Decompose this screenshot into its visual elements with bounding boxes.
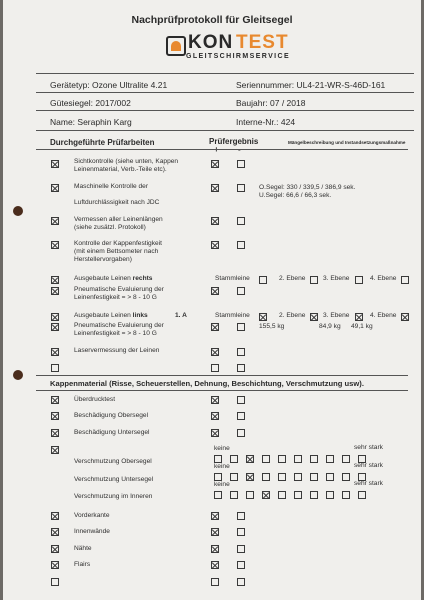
field-guetesiegel: Gütesiegel: 2017/002 (50, 98, 131, 108)
checkbox-vorderkante[interactable] (51, 512, 59, 520)
divider (36, 92, 414, 93)
scale-sehr-stark-label: sehr stark (354, 480, 383, 487)
field-baujahr: Baujahr: 07 / 2018 (236, 98, 306, 108)
checkbox-rechts-ebene2[interactable] (310, 276, 318, 284)
checkbox-rechts-ebene4[interactable] (401, 276, 409, 284)
checkbox-flairs-plus[interactable] (211, 561, 219, 569)
checkbox-obersegel-minus[interactable] (237, 412, 245, 420)
checkbox-naehte-minus[interactable] (237, 545, 245, 553)
checkbox-vorderkante-plus[interactable] (211, 512, 219, 520)
logo-text-kon: KON (188, 32, 234, 53)
label-pneumatisch-rechts-2: Leinenfestigkeit = > 8 - 10 G (74, 294, 157, 301)
checkbox-innenwaende[interactable] (51, 528, 59, 536)
checkbox-rechts-ebene3[interactable] (355, 276, 363, 284)
scale-box[interactable] (214, 473, 222, 481)
label-pneumatisch-links-1: Pneumatische Evaluierung der (74, 322, 164, 329)
section-heading-pruefergebnis: Prüfergebnis (209, 137, 259, 146)
scale-box[interactable] (342, 473, 350, 481)
label-sichtkontrolle-2: Leinenmaterial, Verb.-Teile etc). (74, 166, 167, 173)
checkbox-verschmutzung[interactable] (51, 446, 59, 454)
checkbox-ueberdrucktest[interactable] (51, 396, 59, 404)
scale-sehr-stark-label: sehr stark (354, 462, 383, 469)
label-maschinelle-kontrolle-2: Luftdurchlässigkeit nach JDC (74, 199, 160, 206)
scale-box[interactable] (262, 473, 270, 481)
checkbox-leinen-links[interactable] (51, 313, 59, 321)
kontest-logo (166, 34, 306, 64)
checkbox-empty-row-plus[interactable] (211, 364, 219, 372)
logo-text-test: TEST (236, 32, 289, 53)
checkbox-maschinelle-minus[interactable] (237, 184, 245, 192)
label-kappenfestigkeit-2: (mit einem Bettsometer nach (74, 248, 159, 255)
scale-box[interactable] (262, 491, 270, 499)
checkbox-pneumatisch-rechts-plus[interactable] (211, 287, 219, 295)
scale-box[interactable] (358, 491, 366, 499)
scale-keine-label: keine (214, 481, 230, 488)
scale-box[interactable] (342, 455, 350, 463)
label-ueberdrucktest: Überdrucktest (74, 396, 116, 403)
checkbox-vorderkante-minus[interactable] (237, 512, 245, 520)
scale-box[interactable] (326, 473, 334, 481)
scale-box[interactable] (310, 473, 318, 481)
label-vorderkante: Vorderkante (74, 512, 110, 519)
label-leinen-rechts: Ausgebaute Leinen rechts (74, 275, 153, 282)
field-geraetetyp: Gerätetyp: Ozone Ultralite 4.21 (50, 80, 168, 90)
scale-box[interactable] (214, 491, 222, 499)
checkbox-empty-row-2-plus[interactable] (211, 578, 219, 586)
section-heading-kappenmaterial: Kappenmaterial (Risse, Scheuerstellen, Dehnung, Beschichtung, Verschmutzung usw). (50, 379, 364, 388)
label-ebene4: 4. Ebene (370, 275, 397, 282)
scale-box[interactable] (326, 455, 334, 463)
label-leinen-links: Ausgebaute Leinen links (74, 312, 148, 319)
section-heading-maengel: Mängelbeschreibung und Instandsetzungsmaßnahme (288, 140, 406, 145)
checkbox-laservermessung-minus[interactable] (237, 348, 245, 356)
checkbox-kappenfestigkeit[interactable] (51, 241, 59, 249)
checkbox-innenwaende-plus[interactable] (211, 528, 219, 536)
checkbox-pneumatisch-links[interactable] (51, 323, 59, 331)
scale-box[interactable] (278, 491, 286, 499)
note-untersegel: U.Segel: 66,6 / 66,3 sek. (259, 192, 332, 199)
label-verschmutzung-untersegel: Verschmutzung Untersegel (74, 476, 154, 483)
checkbox-pneumatisch-links-minus[interactable] (237, 323, 245, 331)
label-obersegel: Beschädigung Obersegel (74, 412, 149, 419)
punch-hole (13, 370, 23, 380)
scale-keine-label: keine (214, 445, 230, 452)
checkbox-maschinelle-plus[interactable] (211, 184, 219, 192)
scale-box[interactable] (294, 473, 302, 481)
label-sichtkontrolle-1: Sichtkontrolle (siehe unten, Kappen (74, 158, 179, 165)
checkbox-ueberdrucktest-minus[interactable] (237, 396, 245, 404)
checkbox-links-ebene3[interactable] (355, 313, 363, 321)
checkbox-empty-row-minus[interactable] (237, 364, 245, 372)
label-verschmutzung-obersegel: Verschmutzung Obersegel (74, 458, 152, 465)
checkbox-links-stammleine[interactable] (259, 313, 267, 321)
checkbox-naehte[interactable] (51, 545, 59, 553)
label-untersegel: Beschädigung Untersegel (74, 429, 150, 436)
checkbox-pneumatisch-rechts[interactable] (51, 287, 59, 295)
checkbox-innenwaende-minus[interactable] (237, 528, 245, 536)
checkbox-maschinelle-kontrolle[interactable] (51, 184, 59, 192)
label-innenwaende: Innenwände (74, 528, 110, 535)
checkbox-links-ebene2[interactable] (310, 313, 318, 321)
scale-sehr-stark-label: sehr stark (354, 444, 383, 451)
value-stammleine-kg: 155,5 kg (259, 323, 285, 330)
field-name: Name: Seraphin Karg (50, 117, 132, 127)
label-kappenfestigkeit-3: Herstellervorgaben) (74, 256, 132, 263)
label-kappenfestigkeit-1: Kontrolle der Kappenfestigkeit (74, 240, 162, 247)
scale-box[interactable] (294, 455, 302, 463)
scale-box[interactable] (278, 473, 286, 481)
label-stammleine: Stammleine (215, 312, 250, 319)
section-heading-pruefarbeiten: Durchgeführte Prüfarbeiten (50, 138, 155, 147)
checkbox-flairs[interactable] (51, 561, 59, 569)
scale-box[interactable] (214, 455, 222, 463)
divider (36, 73, 414, 74)
checkbox-leinen-rechts[interactable] (51, 276, 59, 284)
checkbox-naehte-plus[interactable] (211, 545, 219, 553)
checkbox-empty-row-2-minus[interactable] (237, 578, 245, 586)
divider (36, 130, 414, 131)
checkbox-empty-row-2[interactable] (51, 578, 59, 586)
scale-box[interactable] (294, 491, 302, 499)
checkbox-vermessen[interactable] (51, 217, 59, 225)
value-ebene3-kg: 49,1 kg (351, 323, 373, 330)
label-pneumatisch-rechts-1: Pneumatische Evaluierung der (74, 286, 164, 293)
label-naehte: Nähte (74, 545, 92, 552)
label-ebene3: 3. Ebene (323, 312, 350, 319)
scale-box[interactable] (230, 455, 238, 463)
checkbox-pneumatisch-links-plus[interactable] (211, 323, 219, 331)
label-flairs: Flairs (74, 561, 91, 568)
checkbox-sichtkontrolle-minus[interactable] (237, 160, 245, 168)
divider (36, 149, 408, 150)
checkbox-vermessen-minus[interactable] (237, 217, 245, 225)
label-verschmutzung-innen: Verschmutzung im Inneren (74, 493, 153, 500)
scale-box[interactable] (262, 455, 270, 463)
checkbox-sichtkontrolle[interactable] (51, 160, 59, 168)
label-pneumatisch-links-2: Leinenfestigkeit = > 8 - 10 G (74, 330, 157, 337)
label-laservermessung: Laservermessung der Leinen (74, 347, 160, 354)
checkbox-vermessen-plus[interactable] (211, 217, 219, 225)
label-ebene2: 2. Ebene (279, 275, 306, 282)
scale-box[interactable] (230, 491, 238, 499)
checkbox-links-ebene4[interactable] (401, 313, 409, 321)
scale-box[interactable] (326, 491, 334, 499)
field-seriennummer: Seriennummer: UL4-21-WR-S-46D-161 (236, 80, 386, 90)
checkbox-rechts-stammleine[interactable] (259, 276, 267, 284)
checkbox-pneumatisch-rechts-minus[interactable] (237, 287, 245, 295)
label-ebene4: 4. Ebene (370, 312, 397, 319)
checkbox-flairs-minus[interactable] (237, 561, 245, 569)
punch-hole (13, 206, 23, 216)
checkbox-untersegel[interactable] (51, 429, 59, 437)
divider (36, 110, 414, 111)
divider (36, 390, 408, 391)
scale-keine-label: keine (214, 463, 230, 470)
scale-box[interactable] (246, 473, 254, 481)
checkbox-obersegel[interactable] (51, 412, 59, 420)
scale-box[interactable] (246, 455, 254, 463)
checkbox-obersegel-plus[interactable] (211, 412, 219, 420)
checkbox-kappenfestigkeit-plus[interactable] (211, 241, 219, 249)
label-maschinelle-kontrolle-1: Maschinelle Kontrolle der (74, 183, 149, 190)
document-title: Nachprüfprotokoll für Gleitsegel (131, 14, 293, 26)
scale-box[interactable] (310, 455, 318, 463)
value-ebene2-kg: 84,9 kg (319, 323, 341, 330)
checkbox-empty-row[interactable] (51, 364, 59, 372)
checkbox-untersegel-plus[interactable] (211, 429, 219, 437)
protocol-sheet (3, 0, 421, 600)
field-interne-nr: Interne-Nr.: 424 (236, 117, 296, 127)
logo-mark-icon (166, 36, 186, 56)
checkbox-sichtkontrolle-plus[interactable] (211, 160, 219, 168)
checkbox-laservermessung-plus[interactable] (211, 348, 219, 356)
scale-box[interactable] (342, 491, 350, 499)
checkbox-untersegel-minus[interactable] (237, 429, 245, 437)
checkbox-kappenfestigkeit-minus[interactable] (237, 241, 245, 249)
scale-box[interactable] (246, 491, 254, 499)
label-vermessen-2: (siehe zusätzl. Protokoll) (74, 224, 146, 231)
note-obersegel: O.Segel: 330 / 339,5 / 386,9 sek. (259, 184, 356, 191)
scale-box[interactable] (278, 455, 286, 463)
scale-box[interactable] (310, 491, 318, 499)
label-ebene3: 3. Ebene (323, 275, 350, 282)
checkbox-ueberdrucktest-plus[interactable] (211, 396, 219, 404)
divider (36, 375, 408, 376)
checkbox-laservermessung[interactable] (51, 348, 59, 356)
logo-subtitle: GLEITSCHIRMSERVICE (186, 53, 291, 60)
label-links-number: 1. A (175, 312, 187, 319)
label-stammleine: Stammleine (215, 275, 250, 282)
label-ebene2: 2. Ebene (279, 312, 306, 319)
label-vermessen-1: Vermessen aller Leinenlängen (74, 216, 163, 223)
scale-box[interactable] (230, 473, 238, 481)
